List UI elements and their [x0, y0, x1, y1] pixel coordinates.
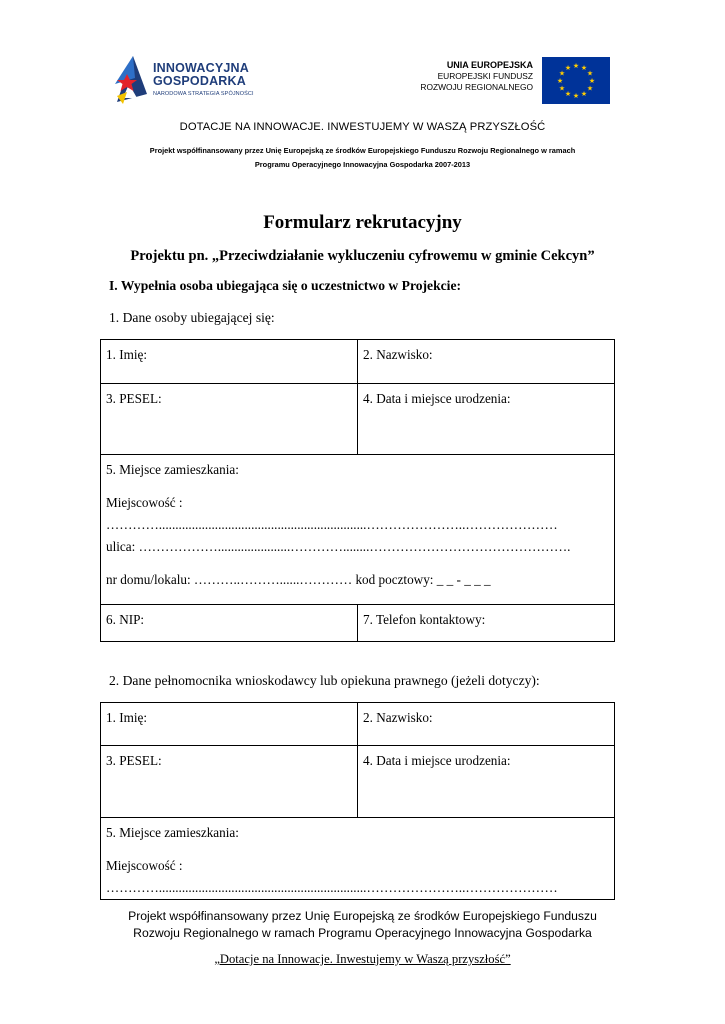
svg-text:★: ★ [564, 90, 572, 98]
house-postal-line: nr domu/lokalu: ………..………......………… kod pocztowy: _ _ - _ _ _ [106, 572, 491, 587]
ig-logo-line2: GOSPODARKA [153, 74, 246, 88]
rep-pesel-label: 3. PESEL: [106, 753, 162, 768]
rep-last-name-label: 2. Nazwisko: [363, 710, 433, 725]
applicant-table [100, 339, 615, 642]
pesel-label: 3. PESEL: [106, 391, 162, 406]
rep-last-name-field[interactable] [358, 703, 615, 746]
header-slogan: DOTACJE NA INNOWACJE. INWESTUJEMY W WASZĄ PRZYSZŁOŚĆ [179, 121, 546, 133]
section-heading: I. Wypełnia osoba ubiegająca się o uczestnictwo w Projekcie: [109, 278, 462, 293]
ig-logo-line3: NARODOWA STRATEGIA SPÓJNOŚCI [153, 91, 254, 97]
applicant-last-name-field[interactable] [358, 340, 615, 384]
eu-flag-icon [542, 57, 610, 104]
footer-cofinancing [0, 908, 725, 942]
svg-text:★: ★ [580, 90, 588, 98]
subsection-applicant: 1. Dane osoby ubiegającej się: [109, 310, 275, 325]
footer-slogan: „Dotacje na Innowacje. Inwestujemy w Waszą przyszłość” [214, 952, 511, 966]
svg-text:★: ★ [588, 77, 596, 85]
form-title: Formularz rekrutacyjny [263, 212, 462, 233]
rep-pesel-field[interactable] [101, 746, 358, 818]
ig-logo-line1: INNOWACYJNA [153, 61, 249, 75]
footer-line2: Rozwoju Regionalnego w ramach Programu Operacyjnego Innowacyjna Gospodarka [133, 926, 592, 940]
svg-text:★: ★ [558, 84, 566, 93]
applicant-phone-field[interactable] [358, 605, 615, 642]
rep-birth-field[interactable] [358, 746, 615, 818]
svg-text:★: ★ [572, 92, 580, 100]
svg-text:★: ★ [586, 69, 594, 78]
project-name: Projektu pn. „Przeciwdziałanie wykluczeniu cyfrowemu w gminie Cekcyn” [130, 248, 595, 264]
innowacyjna-gospodarka-logo [113, 54, 273, 106]
applicant-birth-field[interactable] [358, 384, 615, 455]
first-name-label: 1. Imię: [106, 347, 148, 362]
svg-text:★: ★ [564, 64, 572, 72]
applicant-pesel-field[interactable] [101, 384, 358, 455]
eu-logo-line3: ROZWOJU REGIONALNEGO [420, 82, 533, 92]
rep-city-label: Miejscowość : [106, 858, 183, 873]
rep-address-label: 5. Miejsce zamieszkania: [106, 825, 239, 840]
last-name-label: 2. Nazwisko: [363, 347, 433, 362]
rep-first-name-label: 1. Imię: [106, 710, 148, 725]
applicant-nip-field[interactable] [101, 605, 358, 642]
applicant-first-name-field[interactable] [101, 340, 358, 384]
svg-text:★: ★ [572, 62, 580, 70]
address-label: 5. Miejsce zamieszkania: [106, 462, 239, 477]
rep-city-line: …………...............................................................…………………..………………… [106, 880, 558, 895]
representative-table [100, 702, 615, 900]
svg-text:★: ★ [586, 84, 594, 93]
eu-logo-line2: EUROPEJSKI FUNDUSZ [437, 71, 533, 81]
street-line: ulica: ………………......................…………........………………………………………. [106, 539, 571, 554]
phone-label: 7. Telefon kontaktowy: [363, 612, 486, 627]
city-line: …………...............................................................…………………..………………… [106, 517, 558, 532]
svg-text:★: ★ [558, 69, 566, 78]
cofinancing-line2: Programu Operacyjnego Innowacyjna Gospodarka 2007-2013 [254, 160, 471, 169]
nip-label: 6. NIP: [106, 612, 145, 627]
eu-logo-line1: UNIA EUROPEJSKA [446, 60, 533, 70]
birth-label: 4. Data i miejsce urodzenia: [363, 391, 511, 406]
svg-text:★: ★ [580, 64, 588, 72]
eu-logo [400, 57, 610, 105]
ig-emblem-icon [113, 54, 151, 104]
rep-birth-label: 4. Data i miejsce urodzenia: [363, 753, 511, 768]
svg-text:★: ★ [556, 77, 564, 85]
applicant-address-field[interactable] [101, 455, 615, 605]
footer-line1: Projekt współfinansowany przez Unię Europejską ze środków Europejskiego Funduszu [128, 909, 597, 923]
subsection-representative: 2. Dane pełnomocnika wnioskodawcy lub opiekuna prawnego (jeżeli dotyczy): [109, 673, 540, 688]
cofinancing-note [60, 144, 665, 172]
cofinancing-line1: Projekt współfinansowany przez Unię Europejską ze środków Europejskiego Funduszu Rozwoju Regionalnego w ramach [149, 146, 576, 155]
rep-address-field[interactable] [101, 818, 615, 900]
rep-first-name-field[interactable] [101, 703, 358, 746]
city-label: Miejscowość : [106, 495, 183, 510]
